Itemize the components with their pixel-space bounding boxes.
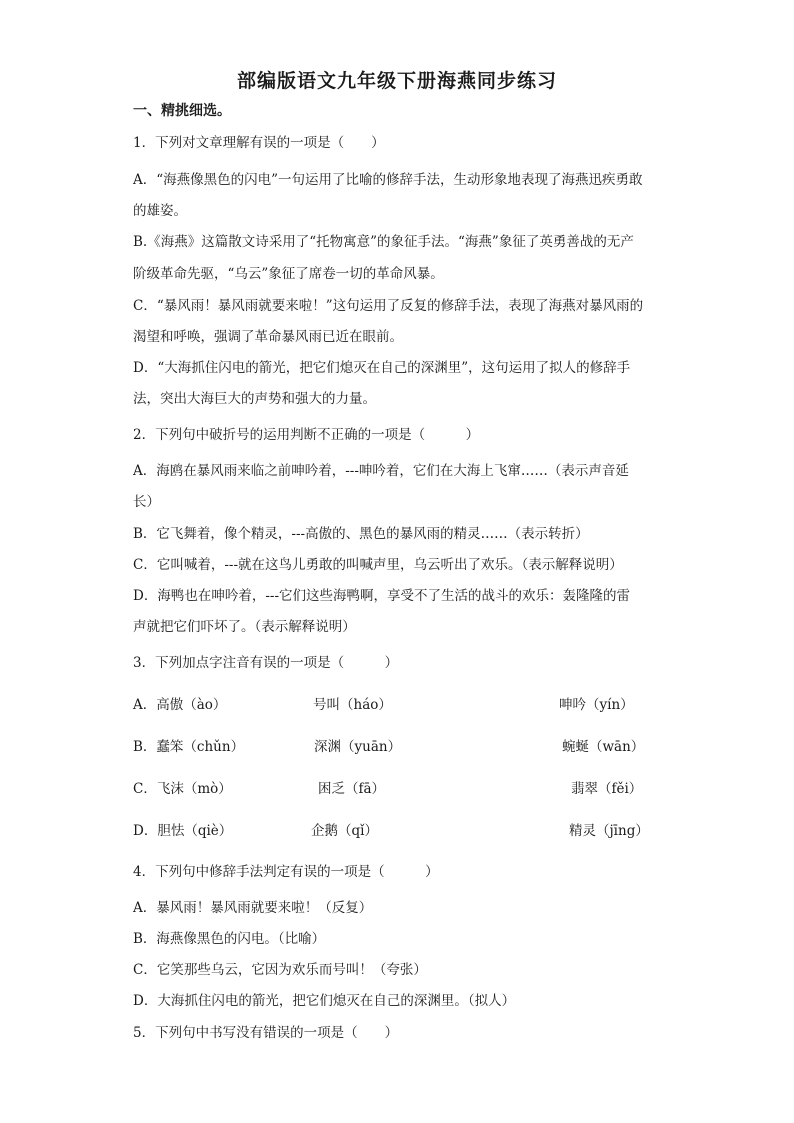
q1-option-b-line2: 阶级革命先驱，“乌云”象征了席卷一切的革命风暴。	[133, 266, 444, 282]
q1-option-a-line1: A．“海燕像黑色的闪电”一句运用了比喻的修辞手法，生动形象地表现了海燕迅疾勇敢	[133, 172, 643, 188]
q3-b-item2: 深渊（yuān）	[314, 739, 402, 755]
q2-option-a-line1: A．海鸥在暴风雨来临之前呻吟着，---呻吟着，它们在大海上飞窜……（表示声音延	[133, 463, 629, 479]
q3-a-item1: A．高傲（ào）	[133, 697, 227, 713]
q4-option-d: D．大海抓住闪电的箭光，把它们熄灭在自己的深渊里。（拟人）	[133, 993, 516, 1009]
q4-option-a: A．暴风雨！暴风雨就要来啦！（反复）	[133, 900, 373, 916]
q3-a-item2: 号叫（háo）	[313, 697, 392, 713]
q1-option-a-line2: 的雄姿。	[133, 203, 187, 219]
q4-stem: 4．下列句中修辞手法判定有误的一项是（ ）	[133, 864, 439, 880]
q3-d-item3: 精灵（jīng）	[569, 823, 649, 839]
q3-a-item3: 呻吟（yín）	[559, 697, 634, 713]
q2-option-d-line1: D．海鸭也在呻吟着，---它们这些海鸭啊，享受不了生活的战斗的欢乐：轰隆隆的雷	[133, 588, 631, 604]
q1-option-c-line1: C．“暴风雨！暴风雨就要来啦！”这句运用了反复的修辞手法，表现了海燕对暴风雨的	[133, 298, 644, 314]
q2-option-c: C．它叫喊着，---就在这鸟儿勇敢的叫喊声里，乌云听出了欢乐。（表示解释说明）	[133, 557, 623, 573]
q1-option-d-line2: 法，突出大海巨大的声势和强大的力量。	[133, 391, 376, 407]
q1-option-d-line1: D．“大海抓住闪电的箭光，把它们熄灭在自己的深渊里”，这句运用了拟人的修辞手	[133, 360, 631, 376]
q2-option-b: B．它飞舞着，像个精灵，---高傲的、黑色的暴风雨的精灵……（表示转折）	[133, 526, 589, 542]
q3-c-item1: C．飞沫（mò）	[133, 781, 232, 797]
q3-c-item3: 翡翠（fěi）	[571, 781, 643, 797]
q1-stem: 1．下列对文章理解有误的一项是（ ）	[133, 135, 385, 151]
q3-b-item1: B．蠢笨（chǔn）	[133, 739, 245, 755]
q3-c-item2: 困乏（fā）	[318, 781, 386, 797]
q3-d-item1: D．胆怯（qiè）	[133, 823, 233, 839]
section-heading: 一、精挑细选。	[133, 103, 231, 119]
q4-option-b: B．海燕像黑色的闪电。（比喻）	[133, 931, 326, 947]
q2-stem: 2．下列句中破折号的运用判断不正确的一项是（ ）	[133, 427, 480, 443]
q1-option-b-line1: B.《海燕》这篇散文诗采用了“托物寓意”的象征手法。“海燕”象征了英勇善战的无产	[133, 234, 634, 250]
q3-b-item3: 蜿蜒（wān）	[562, 739, 645, 755]
q2-option-a-line2: 长）	[133, 494, 160, 510]
q3-stem: 3．下列加点字注音有误的一项是（ ）	[133, 655, 399, 671]
q5-stem: 5．下列句中书写没有错误的一项是（ ）	[133, 1025, 399, 1041]
q2-option-d-line2: 声就把它们吓坏了。（表示解释说明）	[133, 619, 356, 635]
document-title: 部编版语文九年级下册海燕同步练习	[236, 70, 557, 92]
q3-d-item2: 企鹅（qǐ）	[311, 823, 378, 839]
q4-option-c: C．它笑那些乌云，它因为欢乐而号叫！（夸张）	[133, 962, 427, 978]
q1-option-c-line2: 渴望和呼唤，强调了革命暴风雨已近在眼前。	[133, 329, 403, 345]
